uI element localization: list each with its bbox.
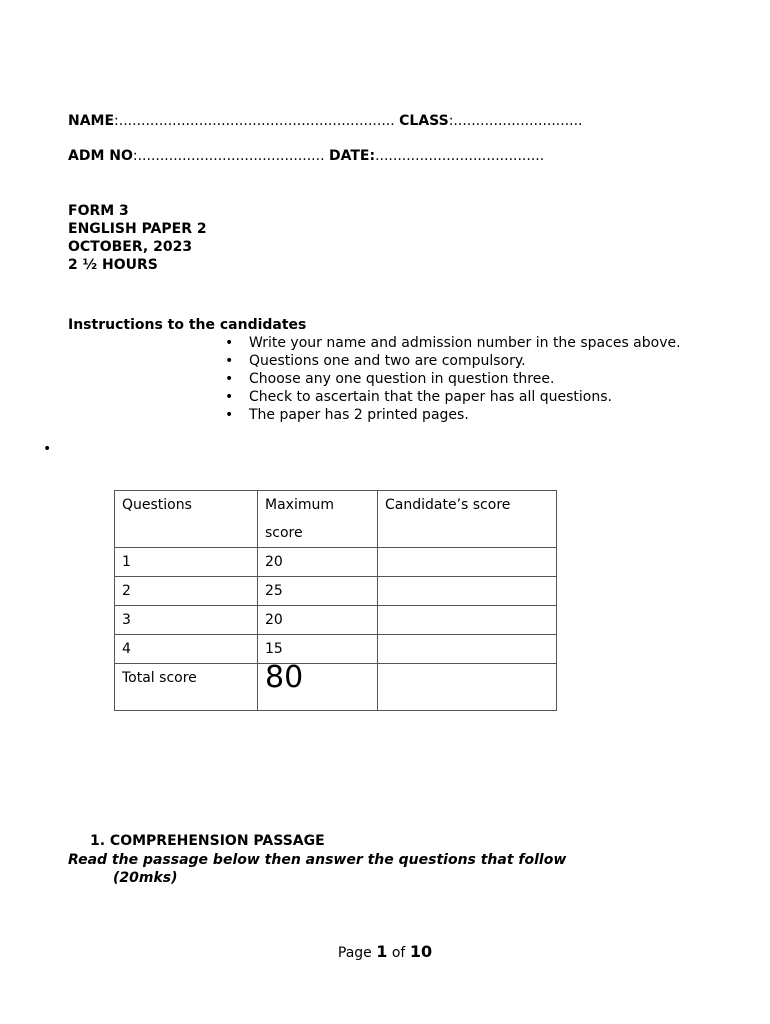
header-questions: Questions: [115, 491, 258, 548]
section-instruction-text: Read the passage below then answer the questions that follow: [68, 852, 567, 868]
max-score: 15: [258, 635, 378, 664]
question-number: 3: [115, 606, 258, 635]
question-number: 1: [115, 548, 258, 577]
of-word: of: [391, 945, 406, 961]
section-instruction: [68, 851, 566, 887]
max-score: 20: [258, 548, 378, 577]
name-label: NAME: [68, 113, 115, 129]
form-level: FORM 3: [68, 203, 129, 219]
instruction-item: • Write your name and admission number in the spaces above.: [222, 334, 702, 352]
exam-date: OCTOBER, 2023: [68, 239, 193, 255]
exam-header: [68, 202, 207, 274]
table-header-row: [115, 491, 557, 548]
section-title: 1. COMPREHENSION PASSAGE: [90, 833, 325, 849]
total-label: Total score: [115, 664, 258, 711]
total-pages: 10: [409, 942, 433, 961]
question-number: 4: [115, 635, 258, 664]
candidate-score-cell[interactable]: [378, 577, 557, 606]
instructions-list: [222, 334, 702, 424]
total-max-score: 80: [258, 664, 378, 711]
table-row: [115, 606, 557, 635]
adm-date-line: [68, 148, 544, 164]
date-field[interactable]: ......................................: [375, 148, 545, 164]
paper-title: ENGLISH PAPER 2: [68, 221, 207, 237]
instruction-item: • The paper has 2 printed pages.: [222, 406, 702, 424]
page-footer: [0, 942, 770, 961]
current-page: 1: [376, 942, 388, 961]
question-number: 2: [115, 577, 258, 606]
header-max-line2: score: [265, 525, 303, 541]
stray-bullet: •: [43, 441, 52, 457]
total-row: [115, 664, 557, 711]
instruction-item: • Check to ascertain that the paper has all questions.: [222, 388, 702, 406]
section-marks: (20mks): [113, 870, 178, 886]
max-score: 25: [258, 577, 378, 606]
instructions-title: Instructions to the candidates: [68, 317, 307, 333]
table-row: [115, 635, 557, 664]
name-class-line: [68, 113, 583, 129]
date-label: DATE:: [328, 148, 376, 164]
header-candidate-score: Candidate’s score: [378, 491, 557, 548]
total-candidate-score-cell[interactable]: [378, 664, 557, 711]
instruction-item: • Choose any one question in question three.: [222, 370, 702, 388]
candidate-score-cell[interactable]: [378, 635, 557, 664]
score-table: [114, 490, 557, 711]
candidate-score-cell[interactable]: [378, 548, 557, 577]
max-score: 20: [258, 606, 378, 635]
instruction-item: • Questions one and two are compulsory.: [222, 352, 702, 370]
name-field[interactable]: :..............................................................: [114, 113, 395, 129]
class-label: CLASS: [399, 113, 449, 129]
table-row: [115, 577, 557, 606]
candidate-score-cell[interactable]: [378, 606, 557, 635]
class-field[interactable]: :.............................: [448, 113, 583, 129]
header-max-line1: Maximum: [265, 497, 334, 513]
adm-field[interactable]: :..........................................: [132, 148, 325, 164]
page-word: Page: [337, 945, 372, 961]
table-row: [115, 548, 557, 577]
exam-duration: 2 ½ HOURS: [68, 257, 158, 273]
header-max-score: [258, 491, 378, 548]
adm-label: ADM NO: [68, 148, 133, 164]
